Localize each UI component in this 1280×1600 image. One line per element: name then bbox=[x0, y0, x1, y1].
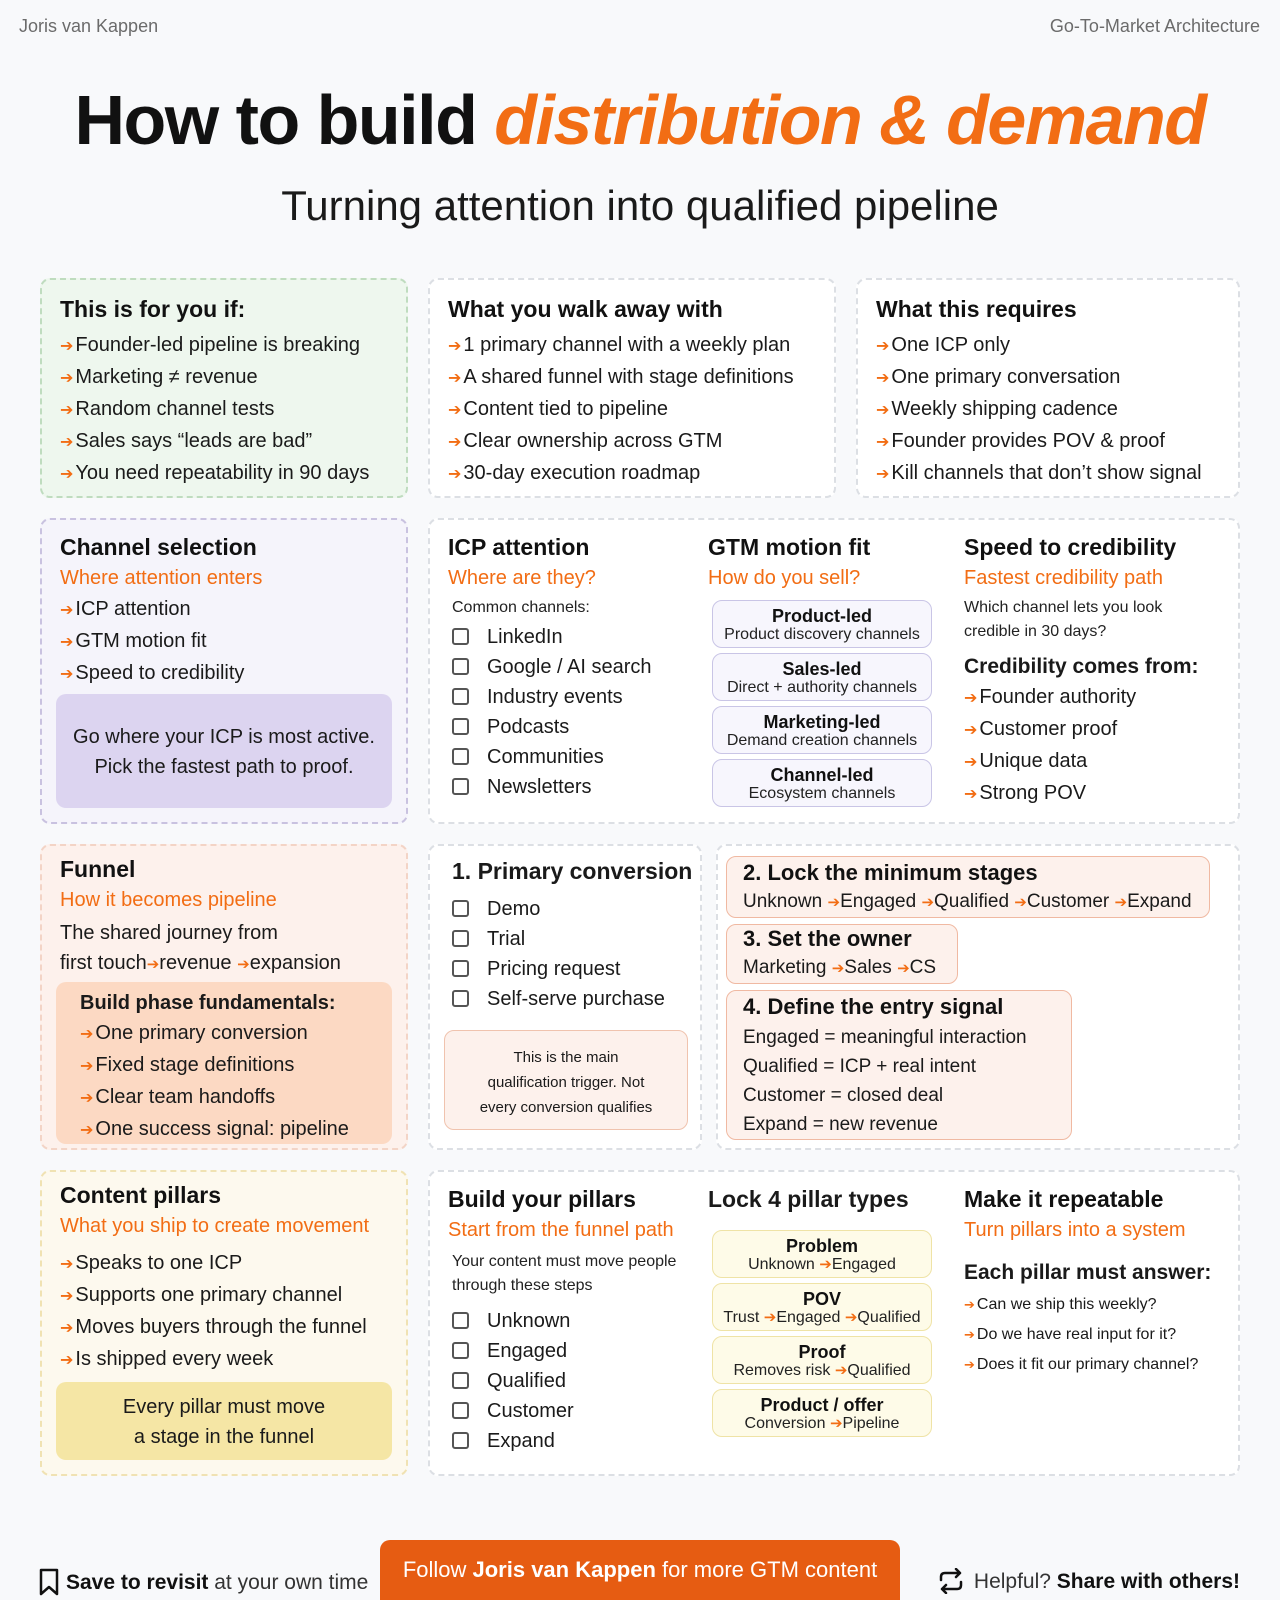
follow-post: for more GTM content bbox=[655, 1557, 878, 1582]
stages-card bbox=[716, 844, 1240, 1150]
funnel-card bbox=[40, 844, 408, 1150]
pillar-chip-pov bbox=[712, 1283, 932, 1331]
list-item[interactable]: Industry events bbox=[452, 682, 698, 712]
save-rest: at your own time bbox=[208, 1571, 369, 1594]
list-item[interactable]: Self-serve purchase bbox=[452, 984, 665, 1014]
list-item: ➔ Fixed stage definitions bbox=[80, 1054, 295, 1076]
list-item: ➔ Supports one primary channel bbox=[60, 1284, 343, 1306]
arrow-icon: ➔ bbox=[448, 466, 462, 483]
funnel-heading: Funnel bbox=[60, 856, 136, 882]
save-cta[interactable] bbox=[38, 1568, 368, 1596]
arrow-icon: ➔ bbox=[876, 466, 890, 483]
icp-attention-section bbox=[448, 532, 698, 802]
callout-line: Go where your ICP is most active. bbox=[73, 726, 375, 748]
set-owner-box bbox=[726, 924, 958, 984]
list-item: ➔ One success signal: pipeline bbox=[80, 1118, 349, 1140]
repost-icon bbox=[936, 1568, 966, 1594]
build-pillars-section bbox=[448, 1184, 698, 1456]
callout-line: a stage in the funnel bbox=[133, 1426, 315, 1448]
funnel-sub: How it becomes pipeline bbox=[60, 889, 277, 911]
list-item[interactable]: Newsletters bbox=[452, 772, 698, 802]
entry-signal-heading: 4. Define the entry signal bbox=[743, 994, 1004, 1019]
list-item: ➔ One primary conversion bbox=[80, 1022, 308, 1044]
build-pillars-sub: Start from the funnel path bbox=[448, 1219, 674, 1241]
lock-pillars-heading: Lock 4 pillar types bbox=[708, 1186, 909, 1212]
checkbox[interactable] bbox=[452, 628, 469, 645]
note-line: credible in 30 days? bbox=[964, 623, 1107, 640]
list-item: ➔ One ICP only bbox=[876, 334, 1010, 356]
note-line: Your content must move people bbox=[452, 1253, 677, 1270]
list-item: ➔ Marketing ≠ revenue bbox=[60, 366, 258, 388]
desc-line: first touch➔revenue ➔expansion bbox=[60, 952, 341, 974]
icp-attention-sub: Where are they? bbox=[448, 567, 596, 589]
channel-selection-sub: Where attention enters bbox=[60, 567, 263, 589]
author-name: Joris van Kappen bbox=[19, 16, 159, 36]
build-pillars-heading: Build your pillars bbox=[448, 1186, 636, 1212]
chip-desc: Unknown ➔Engaged bbox=[748, 1256, 896, 1273]
chip-desc: Product discovery channels bbox=[724, 626, 920, 643]
checkbox[interactable] bbox=[452, 1372, 469, 1389]
signal-line: Engaged = meaningful interaction bbox=[743, 1027, 1027, 1048]
funnel-steps-list bbox=[448, 1306, 698, 1456]
build-pillars-note bbox=[448, 1250, 698, 1298]
arrow-icon: ➔ bbox=[876, 370, 890, 387]
arrow-icon: ➔ bbox=[60, 1256, 74, 1273]
chip-title: Problem bbox=[785, 1236, 859, 1256]
checkbox[interactable] bbox=[452, 688, 469, 705]
icp-attention-heading: ICP attention bbox=[448, 534, 590, 560]
list-item: ➔ Founder authority bbox=[964, 686, 1137, 708]
icp-channel-list bbox=[448, 622, 698, 802]
checkbox[interactable] bbox=[452, 1342, 469, 1359]
primary-conversion-card bbox=[428, 844, 702, 1150]
channel-selection-heading: Channel selection bbox=[60, 534, 257, 560]
chip-title: Product / offer bbox=[760, 1395, 884, 1415]
list-item: ➔ Unique data bbox=[964, 750, 1088, 772]
arrow-icon: ➔ bbox=[448, 434, 462, 451]
arrow-icon: ➔ bbox=[80, 1090, 94, 1107]
channel-selection-card bbox=[40, 518, 408, 824]
repeatable-heading: Make it repeatable bbox=[964, 1186, 1164, 1212]
arrow-icon: ➔ bbox=[60, 402, 74, 419]
chip-title: Proof bbox=[798, 1342, 846, 1362]
list-item: ➔ Can we ship this weekly? bbox=[964, 1296, 1157, 1313]
channel-selection-callout bbox=[56, 694, 392, 808]
pillars-detail-card bbox=[428, 1170, 1240, 1476]
list-item[interactable]: Unknown bbox=[452, 1306, 698, 1336]
arrow-icon: ➔ bbox=[60, 1320, 74, 1337]
desc-line: The shared journey from bbox=[60, 922, 278, 944]
pillar-chip-proof bbox=[712, 1336, 932, 1384]
list-item: ➔ Kill channels that don’t show signal bbox=[876, 462, 1202, 484]
arrow-icon: ➔ bbox=[448, 338, 462, 355]
follow-pre: Follow bbox=[402, 1557, 473, 1582]
requires-card bbox=[856, 278, 1240, 498]
channel-selection-list bbox=[60, 594, 388, 690]
repeatable-sub: Turn pillars into a system bbox=[964, 1219, 1186, 1241]
checkbox[interactable] bbox=[452, 748, 469, 765]
credibility-subheading: Credibility comes from: bbox=[964, 655, 1199, 678]
follow-name: Joris van Kappen bbox=[472, 1557, 656, 1582]
repeatable-section bbox=[964, 1184, 1234, 1380]
speed-credibility-heading: Speed to credibility bbox=[964, 534, 1177, 560]
list-item: ➔ One primary conversation bbox=[876, 366, 1121, 388]
list-item: ➔ Speaks to one ICP bbox=[60, 1252, 243, 1274]
signal-line: Qualified = ICP + real intent bbox=[743, 1056, 977, 1077]
chip-desc: Trust ➔Engaged ➔Qualified bbox=[723, 1309, 921, 1326]
icp-attention-note: Common channels: bbox=[452, 599, 590, 616]
list-item[interactable]: Communities bbox=[452, 742, 698, 772]
list-item: ➔ Do we have real input for it? bbox=[964, 1326, 1177, 1343]
arrow-icon: ➔ bbox=[964, 722, 978, 739]
arrow-icon: ➔ bbox=[60, 1288, 74, 1305]
build-phase-box bbox=[56, 982, 392, 1144]
list-item: ➔ Is shipped every week bbox=[60, 1348, 274, 1370]
chip-title: Product-led bbox=[771, 606, 872, 626]
set-owner-heading: 3. Set the owner bbox=[743, 926, 912, 951]
arrow-icon: ➔ bbox=[80, 1122, 94, 1139]
checkbox[interactable] bbox=[452, 1432, 469, 1449]
lock-stages-heading: 2. Lock the minimum stages bbox=[743, 860, 1038, 885]
chip-desc: Direct + authority channels bbox=[727, 679, 917, 696]
arrow-icon: ➔ bbox=[60, 666, 74, 683]
repeatable-subheading: Each pillar must answer: bbox=[964, 1261, 1212, 1284]
checkbox[interactable] bbox=[452, 658, 469, 675]
follow-button[interactable] bbox=[380, 1540, 900, 1600]
repeatable-list bbox=[964, 1290, 1234, 1380]
list-item: ➔ Does it fit our primary channel? bbox=[964, 1356, 1199, 1373]
list-item: ➔ Clear ownership across GTM bbox=[448, 430, 723, 452]
list-item: ➔ Weekly shipping cadence bbox=[876, 398, 1118, 420]
list-item: ➔ Content tied to pipeline bbox=[448, 398, 668, 420]
arrow-icon: ➔ bbox=[80, 1026, 94, 1043]
content-pillars-heading: Content pillars bbox=[60, 1182, 222, 1208]
speed-credibility-section bbox=[964, 532, 1234, 810]
list-item: ➔ Customer proof bbox=[964, 718, 1118, 740]
chip-title: POV bbox=[802, 1289, 841, 1309]
stage-path: Unknown ➔Engaged ➔Qualified ➔Customer ➔Expand bbox=[743, 891, 1192, 912]
chip-desc: Conversion ➔Pipeline bbox=[744, 1415, 900, 1432]
checkbox[interactable] bbox=[452, 990, 469, 1007]
list-item[interactable]: Expand bbox=[452, 1426, 698, 1456]
list-item: ➔ You need repeatability in 90 days bbox=[60, 462, 370, 484]
conversion-note bbox=[444, 1030, 688, 1130]
note-line: This is the main bbox=[513, 1049, 619, 1066]
list-item: ➔ Founder provides POV & proof bbox=[876, 430, 1165, 452]
bookmark-icon bbox=[38, 1568, 60, 1596]
conversion-list bbox=[452, 894, 665, 1014]
signal-line: Expand = new revenue bbox=[743, 1114, 938, 1135]
list-item[interactable]: Podcasts bbox=[452, 712, 698, 742]
content-pillars-card bbox=[40, 1170, 408, 1476]
note-line: every conversion qualifies bbox=[479, 1099, 653, 1116]
requires-heading: What this requires bbox=[876, 296, 1077, 322]
note-line: qualification trigger. Not bbox=[487, 1074, 645, 1091]
list-item: ➔ 30-day execution roadmap bbox=[448, 462, 701, 484]
title-part1: How to build bbox=[74, 81, 495, 159]
page-title bbox=[0, 80, 1280, 160]
motion-chip-product-led bbox=[712, 600, 932, 648]
funnel-desc bbox=[60, 918, 388, 980]
share-cta[interactable] bbox=[936, 1568, 1240, 1594]
content-pillars-list bbox=[60, 1248, 388, 1376]
topic-label: Go-To-Market Architecture bbox=[1049, 16, 1260, 36]
callout-line: Pick the fastest path to proof. bbox=[94, 756, 354, 778]
list-item[interactable]: Customer bbox=[452, 1396, 698, 1426]
share-text: Share with others! bbox=[1056, 1570, 1240, 1593]
credibility-list bbox=[964, 682, 1234, 810]
list-item: ➔ Moves buyers through the funnel bbox=[60, 1316, 367, 1338]
arrow-icon: ➔ bbox=[448, 402, 462, 419]
list-item[interactable]: Qualified bbox=[452, 1366, 698, 1396]
footer bbox=[0, 1540, 1280, 1600]
arrow-icon: ➔ bbox=[876, 338, 890, 355]
gtm-motion-heading: GTM motion fit bbox=[708, 534, 871, 560]
list-item[interactable]: Engaged bbox=[452, 1336, 698, 1366]
arrow-icon: ➔ bbox=[60, 370, 74, 387]
walk-away-heading: What you walk away with bbox=[448, 296, 723, 322]
for-you-list bbox=[60, 330, 388, 490]
title-highlight: distribution & demand bbox=[494, 81, 1206, 159]
walk-away-card bbox=[428, 278, 836, 498]
walk-away-list bbox=[448, 330, 816, 490]
page-subtitle: Turning attention into qualified pipeline bbox=[281, 182, 999, 229]
entry-signal-box bbox=[726, 990, 1072, 1140]
list-item[interactable]: Google / AI search bbox=[452, 652, 698, 682]
speed-credibility-note bbox=[964, 596, 1234, 644]
checkbox[interactable] bbox=[452, 778, 469, 795]
arrow-icon: ➔ bbox=[964, 754, 978, 771]
build-phase-heading: Build phase fundamentals: bbox=[80, 992, 336, 1014]
gtm-motion-sub: How do you sell? bbox=[708, 567, 861, 589]
list-item: ➔ ICP attention bbox=[60, 598, 191, 620]
build-phase-list bbox=[80, 1018, 368, 1146]
callout-line: Every pillar must move bbox=[122, 1396, 326, 1418]
motion-chip-marketing-led bbox=[712, 706, 932, 754]
arrow-icon: ➔ bbox=[60, 466, 74, 483]
for-you-heading: This is for you if: bbox=[60, 296, 246, 322]
content-pillars-callout bbox=[56, 1382, 392, 1460]
list-item[interactable]: Demo bbox=[452, 894, 665, 924]
for-you-card bbox=[40, 278, 408, 498]
list-item: ➔ Random channel tests bbox=[60, 398, 275, 420]
list-item: ➔ Clear team handoffs bbox=[80, 1086, 276, 1108]
top-bar bbox=[0, 16, 1280, 40]
list-item[interactable]: LinkedIn bbox=[452, 622, 698, 652]
helpful-text: Helpful? bbox=[973, 1570, 1057, 1593]
signal-line: Customer = closed deal bbox=[743, 1085, 944, 1106]
chip-title: Marketing-led bbox=[763, 712, 881, 732]
list-item: ➔ Founder-led pipeline is breaking bbox=[60, 334, 361, 356]
note-line: Which channel lets you look bbox=[964, 599, 1163, 616]
chip-title: Sales-led bbox=[782, 659, 862, 679]
list-item: ➔ 1 primary channel with a weekly plan bbox=[448, 334, 791, 356]
list-item[interactable]: Trial bbox=[452, 924, 665, 954]
content-pillars-sub: What you ship to create movement bbox=[60, 1215, 370, 1237]
arrow-icon: ➔ bbox=[964, 1357, 975, 1372]
checkbox[interactable] bbox=[452, 900, 469, 917]
arrow-icon: ➔ bbox=[60, 434, 74, 451]
list-item: ➔ Speed to credibility bbox=[60, 662, 245, 684]
list-item: ➔ Sales says “leads are bad” bbox=[60, 430, 313, 452]
primary-conversion-heading: 1. Primary conversion bbox=[452, 858, 693, 884]
arrow-icon: ➔ bbox=[60, 338, 74, 355]
checkbox[interactable] bbox=[452, 1402, 469, 1419]
list-item: ➔ Strong POV bbox=[964, 782, 1087, 804]
chip-desc: Removes risk ➔Qualified bbox=[733, 1362, 911, 1379]
arrow-icon: ➔ bbox=[964, 1297, 975, 1312]
chip-title: Channel-led bbox=[770, 765, 874, 785]
pillar-chip-problem bbox=[712, 1230, 932, 1278]
pillar-chip-product-offer bbox=[712, 1389, 932, 1437]
chip-desc: Demand creation channels bbox=[726, 732, 918, 749]
checkbox[interactable] bbox=[452, 960, 469, 977]
chip-desc: Ecosystem channels bbox=[748, 785, 896, 802]
lock-stages-box bbox=[726, 856, 1210, 918]
arrow-icon: ➔ bbox=[876, 402, 890, 419]
save-bold: Save to revisit bbox=[66, 1571, 209, 1594]
arrow-icon: ➔ bbox=[964, 786, 978, 803]
motion-chip-channel-led bbox=[712, 759, 932, 807]
checkbox[interactable] bbox=[452, 718, 469, 735]
arrow-icon: ➔ bbox=[60, 1352, 74, 1369]
checkbox[interactable] bbox=[452, 930, 469, 947]
arrow-icon: ➔ bbox=[448, 370, 462, 387]
note-line: through these steps bbox=[452, 1277, 593, 1294]
list-item: ➔ A shared funnel with stage definitions bbox=[448, 366, 794, 388]
arrow-icon: ➔ bbox=[964, 690, 978, 707]
checkbox[interactable] bbox=[452, 1312, 469, 1329]
speed-credibility-sub: Fastest credibility path bbox=[964, 567, 1163, 589]
requires-list bbox=[876, 330, 1220, 490]
list-item: ➔ GTM motion fit bbox=[60, 630, 207, 652]
arrow-icon: ➔ bbox=[80, 1058, 94, 1075]
arrow-icon: ➔ bbox=[60, 634, 74, 651]
channel-detail-card bbox=[428, 518, 1240, 824]
motion-chip-sales-led bbox=[712, 653, 932, 701]
arrow-icon: ➔ bbox=[876, 434, 890, 451]
list-item[interactable]: Pricing request bbox=[452, 954, 665, 984]
arrow-icon: ➔ bbox=[60, 602, 74, 619]
owner-path: Marketing ➔Sales ➔CS bbox=[743, 957, 937, 978]
arrow-icon: ➔ bbox=[964, 1327, 975, 1342]
